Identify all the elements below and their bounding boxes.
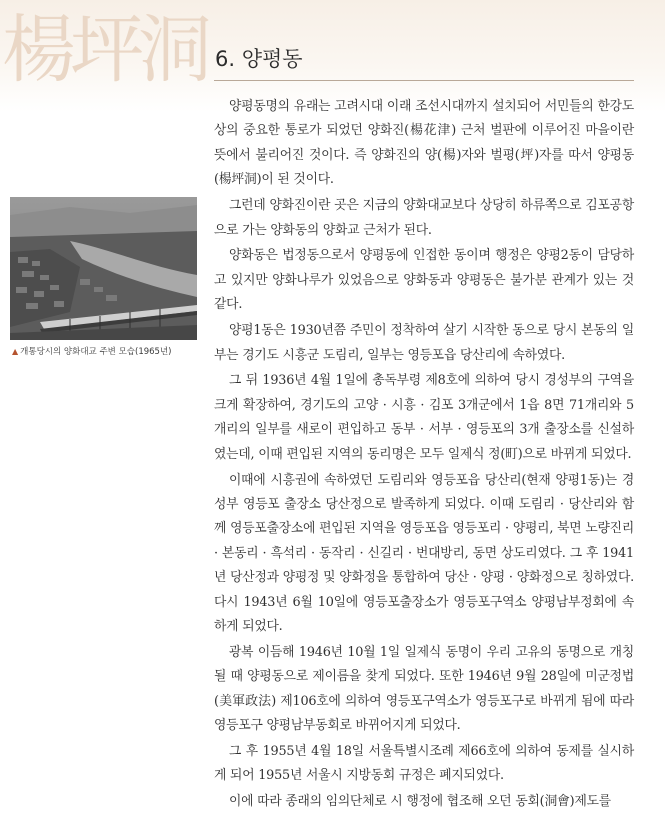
decorative-char: 洞 <box>138 7 206 93</box>
aerial-photo-image <box>10 197 197 340</box>
decorative-hanja-title <box>2 4 206 96</box>
photo-caption <box>12 346 207 358</box>
decorative-char: 坪 <box>70 7 138 93</box>
caption-text: 개통당시의 양화대교 주변 모습(1965년) <box>20 347 172 357</box>
paragraph: 이에 따라 종래의 임의단체로 시 행정에 협조해 오던 동회(洞會)제도를 <box>229 794 611 810</box>
paragraph: 이때에 시흥권에 속하였던 도림리와 영등포읍 당산리(현재 양평1동)는 경성부 영등포 출장소 당산정으로 발족하게 되었다. 이때 도림리 · 당산리와 함께 영등포출장소에 편입된 지역을 영등포읍 영등포리 · 양평리, 북면 노량진리 · 본동리 · 흑석리 · 동작리 · 신길리 · 번대방리, 동면 상도리였다. 그 후 1941년 당산정과 양평정 및 양화정을 통합하여 당산 · 양평 · 양화정으로 칭하였다. 다시 1943년 6월 10일에 영등포출장소가 영등포구역소 양평남부정회에 속하게 되었다. <box>214 472 634 635</box>
caption-triangle-icon: ▲ <box>12 347 19 356</box>
paragraph: 그 후 1955년 4월 18일 서울특별시조례 제66호에 의하여 동제를 실시하게 되어 1955년 서울시 지방동회 규정은 폐지되었다. <box>214 744 634 784</box>
paragraph: 양평동명의 유래는 고려시대 이래 조선시대까지 설치되어 서민들의 한강도상의 중요한 통로가 되었던 양화진(楊花津) 근처 벌판에 이루어진 마을이란 뜻에서 불리어진 것이다. 즉 양화진의 양(楊)자와 벌평(坪)자를 따서 양평동(楊坪洞)이 된 것이다. <box>214 99 634 188</box>
heading-divider <box>214 80 634 81</box>
section-heading: 6. 양평동 <box>215 47 303 71</box>
paragraph: 그 뒤 1936년 4월 1일에 총독부령 제8호에 의하여 당시 경성부의 구역을 크게 확장하여, 경기도의 고양 · 시흥 · 김포 3개군에서 1읍 8면 71개리와 5개리의 일부를 새로이 편입하고 동부 · 서부 · 영등포의 3개 출장소를 신설하였는데, 이때 편입된 지역의 동리명은 모두 일제식 정(町)으로 바뀌게 되었다. <box>214 373 634 462</box>
paragraph: 양화동은 법정동으로서 양평동에 인접한 동이며 행정은 양평2동이 담당하고 있지만 양화나루가 있었음으로 양화동과 양평동은 불가분 관계가 있는 것 같다. <box>214 248 634 313</box>
decorative-char: 楊 <box>2 7 70 93</box>
paragraph: 양평1동은 1930년쯤 주민이 정착하여 살기 시작한 동으로 당시 본동의 일부는 경기도 시흥군 도림리, 일부는 영등포읍 당산리에 속하였다. <box>214 323 634 363</box>
historical-photo <box>10 197 197 340</box>
paragraph: 광복 이듬해 1946년 10월 1일 일제식 동명이 우리 고유의 동명으로 개칭될 때 양평동으로 제이름을 찾게 되었다. 또한 1946년 9월 28일에 미군정법(美軍政法) 제106호에 의하여 영등포구역소가 영등포구로 바뀌게 됨에 따라 영등포구 양평남부동회로 바뀌어지게 되었다. <box>214 644 634 734</box>
body-text <box>214 95 634 816</box>
paragraph: 그런데 양화진이란 곳은 지금의 양화대교보다 상당히 하류쪽으로 김포공항으로 가는 양화동의 양화교 근처가 된다. <box>214 198 634 238</box>
